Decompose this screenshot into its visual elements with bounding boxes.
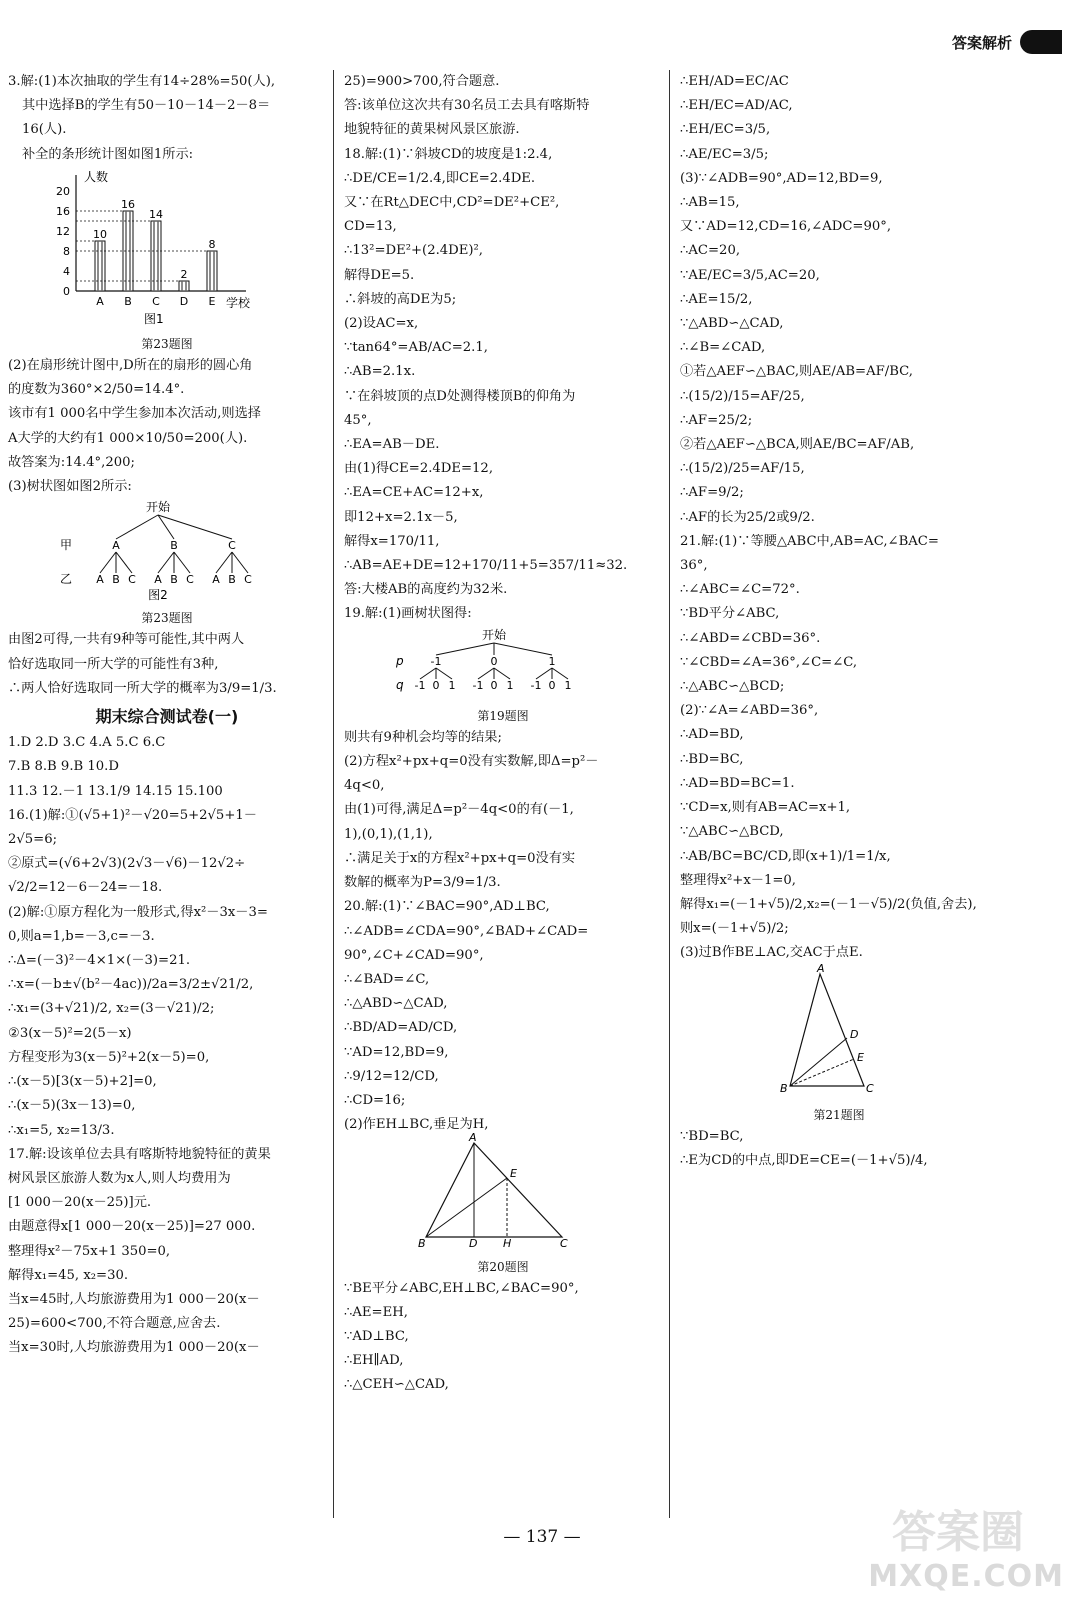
text-line: (2)∵∠A=∠ABD=36°,: [680, 703, 819, 719]
tree-node: A: [96, 573, 104, 587]
point-label: B: [780, 1081, 788, 1095]
bar-value-label: 10: [93, 227, 107, 241]
text-line: ∵BD=BC,: [680, 1128, 744, 1144]
text-line: ∵AD=12,BD=9,: [344, 1044, 449, 1060]
text-line: A大学的大约有1 000×10/50=200(人).: [8, 430, 248, 446]
text-line: 答:大楼AB的高度约为32米.: [344, 582, 508, 598]
text-line: ∵△ABD∽△CAD,: [680, 316, 784, 332]
tree-branch: [116, 515, 158, 539]
tree-node: 0: [432, 678, 440, 692]
text-line: (2)方程x²+px+q=0没有实数解,即Δ=p²－: [344, 754, 599, 770]
tree-branch: [436, 668, 452, 679]
tree-branch: [232, 552, 248, 573]
text-line: 16(人).: [22, 122, 67, 138]
figure-sub-caption: 图2: [148, 588, 168, 603]
text-line: ∴EH/EC=3/5,: [680, 122, 771, 138]
text-line: ∴(15/2)/25=AF/15,: [680, 461, 805, 477]
text-line: ∴13²=DE²+(2.4DE)²,: [344, 243, 483, 259]
tree-node: C: [244, 573, 252, 587]
tree-node: A: [154, 573, 162, 587]
answer-line: 7.B 8.B 9.B 10.D: [8, 759, 119, 775]
tree-node: -1: [430, 654, 442, 668]
point-label: A: [817, 961, 825, 975]
header-block: [1020, 30, 1062, 54]
text-line: ①若△AEF∽△BAC,则AE/AB=AF/BC,: [680, 364, 913, 380]
tree-node: 0: [490, 678, 498, 692]
tree-branch: [158, 515, 232, 539]
text-line: ∴CD=16;: [344, 1092, 406, 1108]
col2-mid: [344, 726, 662, 1137]
text-line: (3)过B作BE⊥AC,交AC于点E.: [680, 945, 863, 961]
text-line: ∴x₁=5, x₂=13/3.: [8, 1122, 115, 1138]
triangle-figure-21: [680, 961, 980, 1096]
tree-node: 1: [548, 654, 556, 668]
text-line: 整理得x²－75x+1 350=0,: [8, 1243, 171, 1259]
answer-line: 11.3 12.－1 13.1/9 14.15 15.100: [8, 783, 223, 799]
tree-branch: [494, 643, 552, 655]
tree-node: B: [228, 573, 236, 587]
text-line: ∴AF的长为25/2或9/2.: [680, 509, 815, 525]
tree-diagram-figure-2: [8, 499, 308, 603]
text-line: 由(1)得CE=2.4DE=12,: [344, 461, 494, 477]
text-line: ∵BE平分∠ABC,EH⊥BC,∠BAC=90°,: [344, 1280, 579, 1296]
text-line: 2√5=6;: [8, 832, 58, 848]
text-line: ∴AF=9/2;: [680, 485, 744, 501]
text-line: (2)在扇形统计图中,D所在的扇形的圆心角: [8, 358, 253, 374]
figure-caption: 第23题图: [141, 611, 193, 626]
text-line: ∵BD平分∠ABC,: [680, 606, 780, 622]
text-line: (2)作EH⊥BC,垂足为H,: [344, 1117, 489, 1133]
text-line: 数解的概率为P=3/9=1/3.: [344, 875, 501, 891]
text-line: ∴AB=AE+DE=12+170/11+5=357/11≈32.: [344, 558, 628, 574]
tree-branch: [216, 552, 232, 573]
answer-line: 1.D 2.D 3.C 4.A 5.C 6.C: [8, 735, 166, 751]
text-line: 18.解:(1)∵斜坡CD的坡度是1:2.4,: [344, 146, 553, 162]
text-line: 4q<0,: [344, 778, 385, 794]
text-line: ∴AB=2.1x.: [344, 364, 416, 380]
text-line: 解得x=170/11,: [344, 533, 440, 549]
y-tick-label: 16: [56, 204, 70, 218]
text-line: 90°,∠C+∠CAD=90°,: [344, 947, 484, 963]
text-line: ∴斜坡的高DE为5;: [344, 291, 457, 307]
tree-row-label: p: [396, 653, 404, 668]
tree-branch: [174, 552, 190, 573]
text-line: ②若△AEF∽△BCA,则AE/BC=AF/AB,: [680, 437, 915, 453]
text-line: ∴AE/EC=3/5;: [680, 146, 769, 162]
text-line: 其中选择B的学生有50－10－14－2－8＝: [22, 98, 271, 114]
tree-diagram-figure-19: [344, 627, 644, 697]
text-line: ∴△ABD∽△CAD,: [344, 996, 448, 1012]
tree-branch: [158, 552, 174, 573]
tree-node: 1: [448, 678, 456, 692]
bar-chart-figure-1: [8, 167, 308, 326]
text-line: 3.解:(1)本次抽取的学生有14÷28%=50(人),: [8, 74, 276, 89]
text-line: 则x=(－1+√5)/2;: [680, 921, 789, 937]
text-line: 整理得x²+x－1=0,: [680, 872, 796, 888]
text-line: 由(1)可得,满足Δ=p²－4q<0的有(－1,: [344, 802, 574, 818]
column-3: [680, 70, 998, 1173]
text-line: ∵∠CBD=∠A=36°,∠C=∠C,: [680, 654, 858, 670]
text-line: √2/2=12－6－24=－18.: [8, 880, 163, 896]
tree-start: 开始: [145, 500, 171, 515]
tree-node: 1: [506, 678, 514, 692]
segment-bd: [790, 1038, 847, 1086]
figure-caption: 第23题图: [141, 337, 193, 352]
text-line: 1),(0,1),(1,1),: [344, 826, 433, 842]
text-line: ∴AC=20,: [680, 243, 741, 259]
point-label: A: [469, 1131, 477, 1145]
x-category-label: A: [96, 294, 104, 308]
triangle-figure-20: [344, 1131, 644, 1251]
text-line: 21.解:(1)∵等腰△ABC中,AB=AC,∠BAC=: [680, 533, 939, 549]
text-line: 地貌特征的黄果树风景区旅游.: [344, 122, 520, 138]
text-line: ∴满足关于x的方程x²+px+q=0没有实: [344, 850, 576, 866]
point-label: H: [503, 1237, 512, 1251]
answer-key: [8, 731, 326, 804]
col3-bottom: [680, 1125, 998, 1173]
text-line: 补全的条形统计图如图1所示:: [22, 146, 194, 162]
point-label: D: [850, 1027, 859, 1041]
text-line: ∴BD/AD=AD/CD,: [344, 1020, 458, 1036]
text-line: ∴DE/CE=1/2.4,即CE=2.4DE.: [344, 170, 536, 186]
column-1: [8, 70, 326, 1361]
bar-value-label: 16: [121, 197, 135, 211]
text-line: 当x=45时,人均旅游费用为1 000－20(x－: [8, 1291, 260, 1307]
bar: [179, 281, 189, 291]
text-line: ∴BD=BC,: [680, 751, 744, 767]
point-label: D: [469, 1237, 478, 1251]
col2-top: [344, 70, 662, 627]
text-line: ∴x₁=(3+√21)/2, x₂=(3－√21)/2;: [8, 1001, 215, 1017]
text-line: 45°,: [344, 412, 372, 428]
bar-value-label: 8: [208, 237, 216, 251]
col1-mid: [8, 354, 326, 499]
bar: [95, 241, 105, 291]
text-line: ∴∠BAD=∠C,: [344, 971, 430, 987]
text-line: ∴∠ADB=∠CDA=90°,∠BAD+∠CAD=: [344, 923, 589, 939]
bar-value-label: 2: [180, 267, 188, 281]
text-line: ∵CD=x,则有AB=AC=x+1,: [680, 800, 851, 816]
figure-sub-caption: 图1: [144, 311, 164, 326]
text-line: ∴EH/EC=AD/AC,: [680, 98, 793, 114]
y-tick-label: 4: [63, 264, 70, 278]
text-line: 故答案为:14.4°,200;: [8, 454, 135, 470]
bar: [151, 221, 161, 291]
y-tick-label: 8: [63, 244, 70, 258]
text-line: 又∵在Rt△DEC中,CD²=DE²+CE²,: [344, 195, 560, 211]
bar: [207, 251, 217, 291]
text-line: ∵AE/EC=3/5,AC=20,: [680, 267, 820, 283]
text-line: 又∵AD=12,CD=16,∠ADC=90°,: [680, 219, 892, 235]
header-label: 答案解析: [951, 33, 1012, 52]
text-line: ②原式=(√6+2√3)(2√3－√6)－12√2÷: [8, 856, 246, 872]
tree-node: B: [170, 539, 178, 553]
figure-caption: 第20题图: [477, 1259, 529, 1274]
tree-branch: [536, 668, 552, 679]
tree-row-label: q: [396, 677, 404, 692]
col1-top: [8, 70, 326, 167]
point-label: C: [560, 1237, 568, 1251]
text-line: 解得DE=5.: [344, 267, 415, 283]
text-line: ∴(x－5)(3x－13)=0,: [8, 1098, 136, 1114]
point-label: C: [866, 1081, 874, 1095]
text-line: 当x=30时,人均旅游费用为1 000－20(x－: [8, 1340, 260, 1356]
text-line: (2)解:①原方程化为一般形式,得x²－3x－3=: [8, 904, 268, 920]
text-line: ∴AB=15,: [680, 195, 740, 211]
text-line: 25)=900>700,符合题意.: [344, 74, 500, 89]
tree-start: 开始: [481, 627, 507, 642]
page-number: — 137 —: [503, 1527, 581, 1547]
chart-ylabel: 人数: [84, 169, 109, 184]
text-line: 该市有1 000名中学生参加本次活动,则选择: [8, 406, 261, 422]
text-line: 36°,: [680, 558, 708, 574]
column-divider: [669, 70, 670, 1518]
text-line: 解得x₁=(－1+√5)/2,x₂=(－1－√5)/2(负值,舍去),: [680, 896, 977, 912]
text-line: CD=13,: [344, 219, 397, 235]
tree-node: A: [212, 573, 220, 587]
tree-node: C: [128, 573, 136, 587]
tree-node: C: [186, 573, 194, 587]
x-category-label: E: [208, 294, 216, 308]
text-line: ∵在斜坡顶的点D处测得楼顶B的仰角为: [344, 388, 576, 404]
text-line: 16.(1)解:①(√5+1)²－√20=5+2√5+1－: [8, 807, 257, 823]
col1-bottom: [8, 804, 326, 1361]
text-line: 0,则a=1,b=－3,c=－3.: [8, 928, 155, 944]
figure-caption: 第19题图: [477, 708, 529, 723]
page-header: [952, 30, 1062, 54]
x-category-label: D: [179, 294, 189, 308]
text-line: 树风景区旅游人数为x人,则人均费用为: [8, 1170, 231, 1186]
text-line: 由题意得x[1 000－20(x－25)]=27 000.: [8, 1219, 256, 1235]
tree-row-label: 乙: [60, 572, 73, 587]
text-line: ∴9/12=12/CD,: [344, 1068, 439, 1084]
tree-node: -1: [530, 678, 542, 692]
col1-after: [8, 628, 326, 701]
watermark-site: MXQE.COM: [868, 1559, 1064, 1594]
column-divider: [333, 70, 334, 1518]
text-line: ∴△CEH∽△CAD,: [344, 1377, 449, 1393]
col2-bottom: [344, 1277, 662, 1398]
text-line: ∴(x－5)[3(x－5)+2]=0,: [8, 1074, 157, 1090]
segment-be: [790, 1059, 854, 1086]
text-line: ∴EH∥AD,: [344, 1353, 404, 1369]
text-line: 由图2可得,一共有9种等可能性,其中两人: [8, 632, 245, 648]
text-line: ∴EA=AB－DE.: [344, 437, 440, 453]
text-line: ∴两人恰好选取同一所大学的概率为3/9=1/3.: [8, 680, 277, 696]
text-line: [1 000－20(x－25)]元.: [8, 1195, 152, 1211]
text-line: ∴AB/BC=BC/CD,即(x+1)/1=1/x,: [680, 848, 891, 864]
bar-value-label: 14: [149, 207, 163, 221]
text-line: ∵tan64°=AB/AC=2.1,: [344, 340, 488, 356]
tree-branch: [158, 515, 174, 539]
section-title: 期末综合测试卷(一): [95, 707, 239, 727]
tree-row-label: 甲: [60, 538, 73, 553]
text-line: ∴Δ=(－3)²－4×1×(－3)=21.: [8, 953, 191, 969]
text-line: 17.解:设该单位去具有喀斯特地貌特征的黄果: [8, 1146, 271, 1162]
tree-node: 1: [564, 678, 572, 692]
tree-node: A: [112, 539, 120, 553]
text-line: ∴∠ABC=∠C=72°.: [680, 582, 800, 598]
tree-branch: [100, 552, 116, 573]
text-line: ∴△ABC∽△BCD;: [680, 679, 785, 695]
tree-node: 0: [548, 678, 556, 692]
text-line: 19.解:(1)画树状图得:: [344, 606, 472, 622]
text-line: (2)设AC=x,: [344, 316, 419, 332]
text-line: ②3(x－5)²=2(5－x): [8, 1025, 132, 1041]
figure-caption: 第21题图: [813, 1107, 865, 1122]
text-line: ∴AD=BD,: [680, 727, 744, 743]
col3-top: [680, 70, 998, 966]
point-label: E: [857, 1050, 864, 1064]
point-label: E: [510, 1167, 517, 1181]
text-line: (3)树状图如图2所示:: [8, 479, 132, 495]
point-label: B: [418, 1237, 426, 1251]
text-line: ∴AF=25/2;: [680, 412, 753, 428]
text-line: 20.解:(1)∵∠BAC=90°,AD⊥BC,: [344, 899, 550, 915]
text-line: 解得x₁=45, x₂=30.: [8, 1267, 129, 1283]
text-line: 方程变形为3(x－5)²+2(x－5)=0,: [8, 1049, 210, 1065]
text-line: ∴∠ABD=∠CBD=36°.: [680, 630, 821, 646]
tree-branch: [420, 668, 436, 679]
text-line: ∴AE=EH,: [344, 1304, 408, 1320]
tree-branch: [478, 668, 494, 679]
text-line: ∴E为CD的中点,即DE=CE=(－1+√5)/4,: [680, 1152, 928, 1168]
text-line: ∴∠B=∠CAD,: [680, 340, 766, 356]
y-tick-label: 12: [56, 224, 70, 238]
y-tick-label: 20: [56, 184, 70, 198]
y-tick-label: 0: [63, 284, 70, 298]
tree-branch: [552, 668, 568, 679]
tree-node: C: [228, 539, 236, 553]
triangle-abc: [426, 1143, 562, 1237]
text-line: ∴EA=CE+AC=12+x,: [344, 485, 484, 501]
x-category-label: C: [152, 294, 160, 308]
text-line: ∴AE=15/2,: [680, 291, 753, 307]
text-line: ∴(15/2)/15=AF/25,: [680, 388, 805, 404]
segment-be: [426, 1178, 507, 1237]
text-line: ∴EH/AD=EC/AC: [680, 74, 789, 89]
text-line: 的度数为360°×2/50=14.4°.: [8, 382, 185, 398]
column-2: [344, 70, 662, 1398]
text-line: ∴AD=BD=BC=1.: [680, 775, 795, 791]
text-line: 即12+x=2.1x－5,: [344, 509, 458, 525]
tree-branch: [494, 668, 510, 679]
tree-node: -1: [472, 678, 484, 692]
text-line: 答:该单位这次共有30名员工去具有喀斯特: [344, 98, 590, 114]
x-category-label: B: [124, 294, 132, 308]
text-line: ∵AD⊥BC,: [344, 1328, 409, 1344]
tree-branch: [436, 643, 494, 655]
text-line: 恰好选取同一所大学的可能性有3种,: [8, 656, 219, 672]
tree-branch: [116, 552, 132, 573]
tree-node: B: [112, 573, 120, 587]
chart-xlabel: 学校: [226, 295, 251, 310]
text-line: ∴x=(－b±√(b²－4ac))/2a=3/2±√21/2,: [8, 977, 254, 993]
tree-node: 0: [490, 654, 498, 668]
tree-node: B: [170, 573, 178, 587]
tree-node: -1: [414, 678, 426, 692]
text-line: (3)∵∠ADB=90°,AD=12,BD=9,: [680, 170, 883, 186]
text-line: 则共有9种机会均等的结果;: [344, 729, 502, 745]
text-line: ∵△ABC∽△BCD,: [680, 824, 784, 840]
text-line: 25)=600<700,不符合题意,应舍去.: [8, 1316, 221, 1332]
watermark-logo: 答案圈: [892, 1507, 1024, 1558]
